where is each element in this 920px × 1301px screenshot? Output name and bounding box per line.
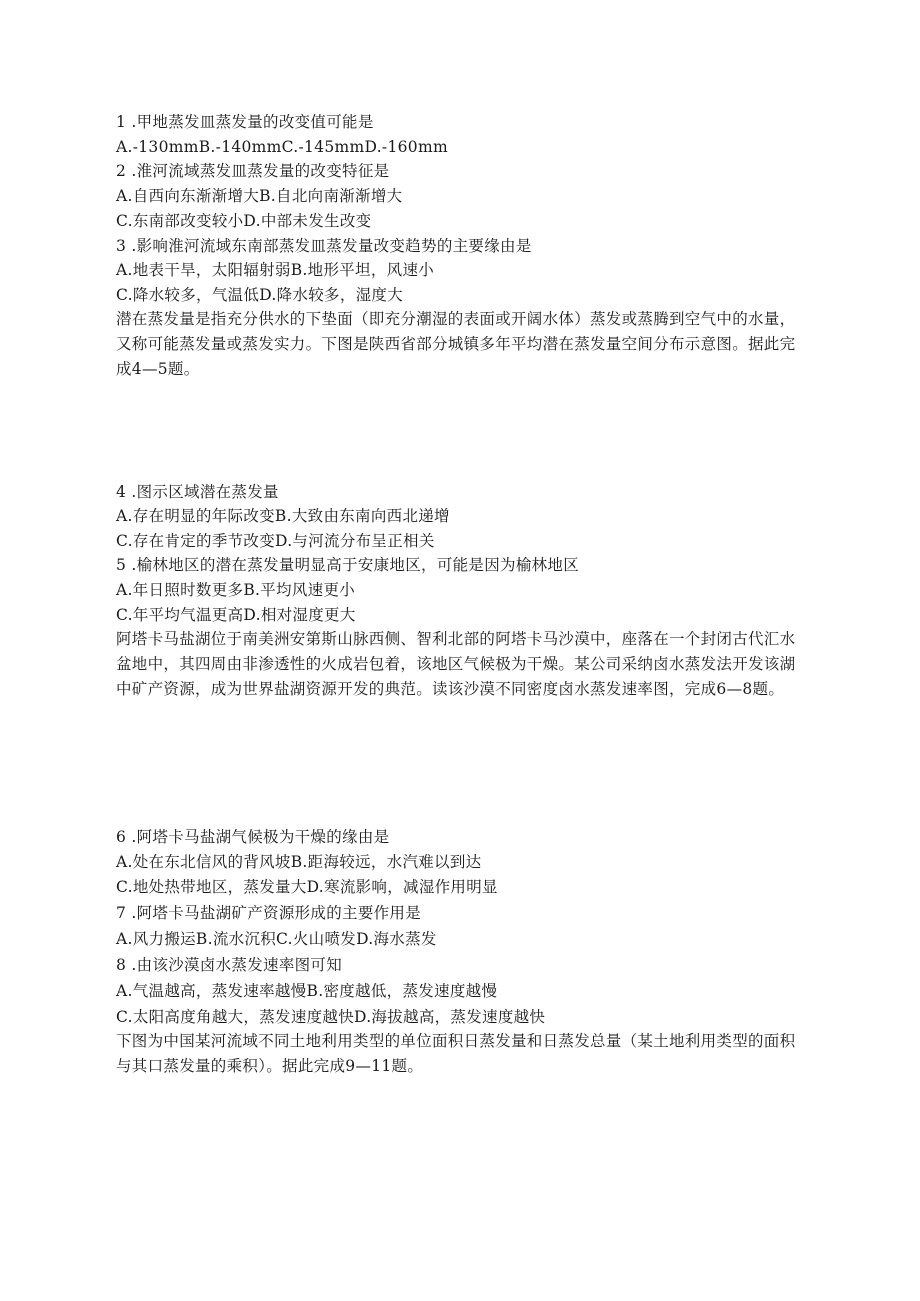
question-2: 2 .淮河流域蒸发皿蒸发量的改变特征是 [116, 162, 390, 180]
question-5-options-ab: A.年日照时数更多B.平均风速更小 [116, 581, 356, 599]
question-3: 3 .影响淮河流域东南部蒸发皿蒸发量改变趋势的主要缘由是 [116, 237, 532, 255]
question-3-options-cd: C.降水较多，气温低D.降水较多，湿度大 [116, 286, 404, 304]
question-5-options-cd: C.年平均气温更高D.相对湿度更大 [116, 606, 356, 624]
question-8-options-ab: A.气温越高，蒸发速率越慢B.密度越低，蒸发速度越慢 [116, 982, 498, 1000]
question-1: 1 .甲地蒸发皿蒸发量的改变值可能是 [116, 113, 374, 131]
question-6-options-cd: C.地处热带地区，蒸发量大D.寒流影响，减湿作用明显 [116, 878, 498, 896]
question-2-options-ab: A.自西向东渐渐增大B.自北向南渐渐增大 [116, 187, 403, 205]
question-4: 4 .图示区域潜在蒸发量 [116, 483, 279, 501]
question-2-options-cd: C.东南部改变较小D.中部未发生改变 [116, 212, 372, 230]
question-5: 5 .榆林地区的潜在蒸发量明显高于安康地区，可能是因为榆林地区 [116, 556, 580, 574]
question-7-options: A.风力搬运B.流水沉积C.火山喷发D.海水蒸发 [116, 930, 437, 948]
passage-atacama: 阿塔卡马盐湖位于南美洲安第斯山脉西侧、智利北部的阿塔卡马沙漠中，座落在一个封闭古代汇水盆地中，其四周由非渗透性的火成岩包着，该地区气候极为干燥。某公司采纳卤水蒸发法开发该湖中矿产资源，成为世界盐湖资源开发的典范。读该沙漠不同密度卤水蒸发速率图，完成6—8题。 [116, 630, 796, 698]
question-8: 8 .由该沙漠卤水蒸发速率图可知 [116, 956, 343, 974]
passage-land-use-evaporation: 下图为中国某河流域不同土地利用类型的单位面积日蒸发量和日蒸发总量（某土地利用类型的面积与其口蒸发量的乘积）。据此完成9—11题。 [116, 1032, 796, 1075]
question-6-options-ab: A.处在东北信风的背风坡B.距海较远，水汽难以到达 [116, 853, 482, 871]
passage-potential-evaporation: 潜在蒸发量是指充分供水的下垫面（即充分潮湿的表面或开阔水体）蒸发或蒸腾到空气中的水量，又称可能蒸发量或蒸发实力。下图是陕西省部分城镇多年平均潜在蒸发量空间分布示意图。据此完成4—5题。 [116, 310, 796, 378]
question-1-options: A.-130mmB.-140mmC.-145mmD.-160mm [116, 138, 448, 156]
question-3-options-ab: A.地表干旱，太阳辐射弱B.地形平坦，风速小 [116, 261, 435, 279]
question-7: 7 .阿塔卡马盐湖矿产资源形成的主要作用是 [116, 904, 422, 922]
question-8-options-cd: C.太阳高度角越大，蒸发速度越快D.海拔越高，蒸发速度越快 [116, 1008, 546, 1026]
question-6: 6 .阿塔卡马盐湖气候极为干燥的缘由是 [116, 828, 390, 846]
question-4-options-cd: C.存在肯定的季节改变D.与河流分布呈正相关 [116, 532, 435, 550]
question-4-options-ab: A.存在明显的年际改变B.大致由东南向西北递增 [116, 507, 450, 525]
